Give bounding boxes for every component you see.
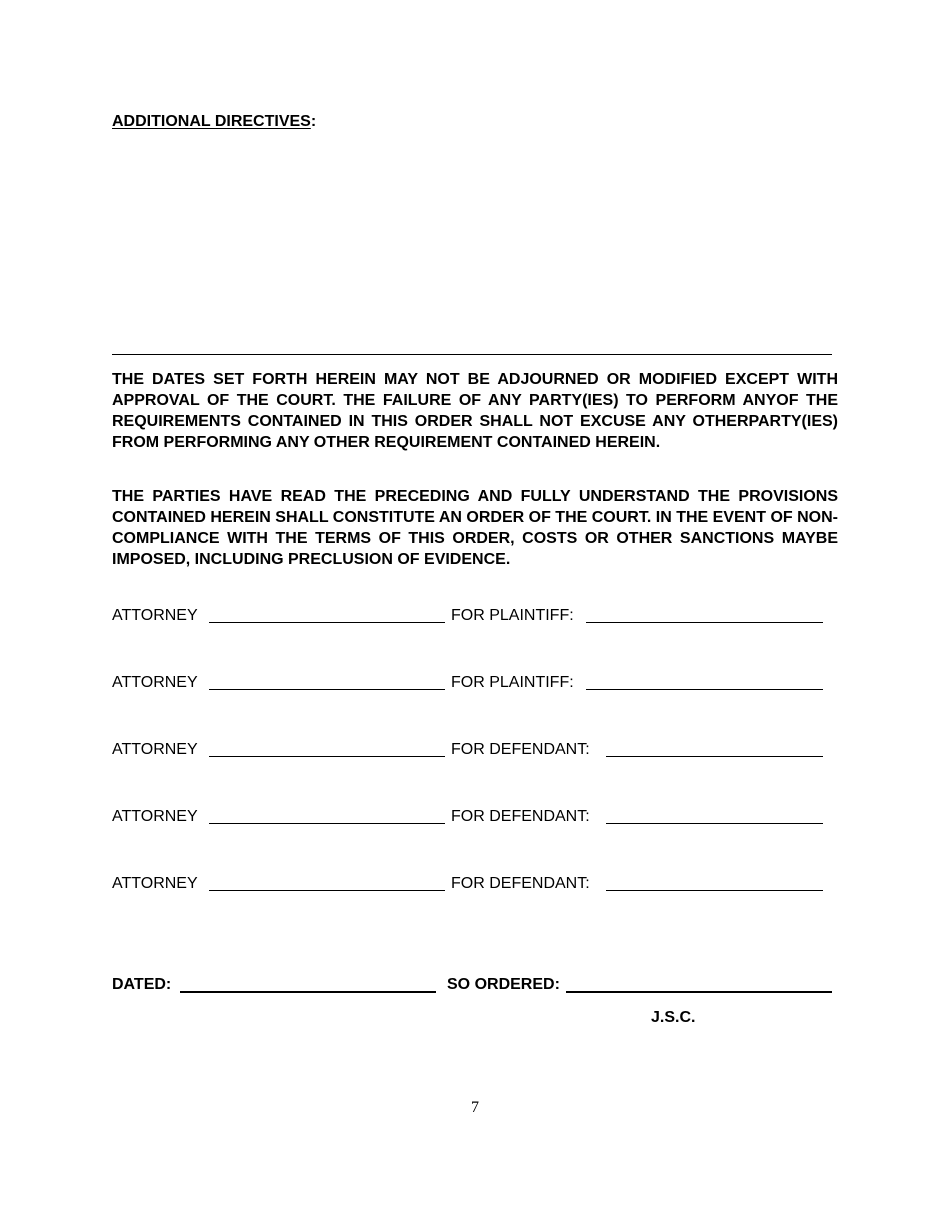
- attorney-label: ATTORNEY: [112, 741, 198, 758]
- party-name-blank[interactable]: [606, 756, 823, 757]
- attorney-label: ATTORNEY: [112, 808, 198, 825]
- party-label: FOR DEFENDANT:: [451, 808, 590, 825]
- so-ordered-label: SO ORDERED:: [447, 976, 560, 993]
- party-label: FOR PLAINTIFF:: [451, 674, 574, 691]
- party-label: FOR DEFENDANT:: [451, 741, 590, 758]
- dated-blank[interactable]: [180, 991, 436, 993]
- party-label: FOR DEFENDANT:: [451, 875, 590, 892]
- court-order-notice: THE PARTIES HAVE READ THE PRECEDING AND FULLY UNDERSTAND THE PROVISIONS CONTAINED HEREIN SHALL CONSTITUTE AN ORDER OF THE COURT. IN THE EVENT OF NON-COMPLIANCE WITH THE TERMS OF THIS ORDER, COSTS OR OTHER SANCTIONS MAYBE IMPOSED, INCLUDING PRECLUSION OF EVIDENCE.: [112, 488, 838, 568]
- judge-signature-blank[interactable]: [566, 991, 832, 993]
- party-label: FOR PLAINTIFF:: [451, 607, 574, 624]
- judge-title: J.S.C.: [651, 1009, 696, 1026]
- attorney-name-blank[interactable]: [209, 689, 445, 690]
- directives-divider-line: [112, 354, 832, 355]
- party-name-blank[interactable]: [586, 622, 823, 623]
- party-name-blank[interactable]: [606, 823, 823, 824]
- section-heading: [112, 112, 316, 132]
- party-name-blank[interactable]: [606, 890, 823, 891]
- heading-label: ADDITIONAL DIRECTIVES: [112, 113, 311, 130]
- party-name-blank[interactable]: [586, 689, 823, 690]
- adjournment-notice: THE DATES SET FORTH HEREIN MAY NOT BE ADJOURNED OR MODIFIED EXCEPT WITH APPROVAL OF THE COURT. THE FAILURE OF ANY PARTY(IES) TO PERFORM ANYOF THE REQUIREMENTS CONTAINED IN THIS ORDER SHALL NOT EXCUSE ANY OTHERPARTY(IES) FROM PERFORMING ANY OTHER REQUIREMENT CONTAINED HEREIN.: [112, 371, 838, 451]
- dated-label: DATED:: [112, 976, 172, 993]
- attorney-label: ATTORNEY: [112, 875, 198, 892]
- heading-colon: :: [310, 113, 317, 130]
- attorney-name-blank[interactable]: [209, 890, 445, 891]
- attorney-name-blank[interactable]: [209, 622, 445, 623]
- attorney-label: ATTORNEY: [112, 607, 198, 624]
- page-number: 7: [471, 1099, 479, 1116]
- attorney-name-blank[interactable]: [209, 756, 445, 757]
- attorney-label: ATTORNEY: [112, 674, 198, 691]
- attorney-name-blank[interactable]: [209, 823, 445, 824]
